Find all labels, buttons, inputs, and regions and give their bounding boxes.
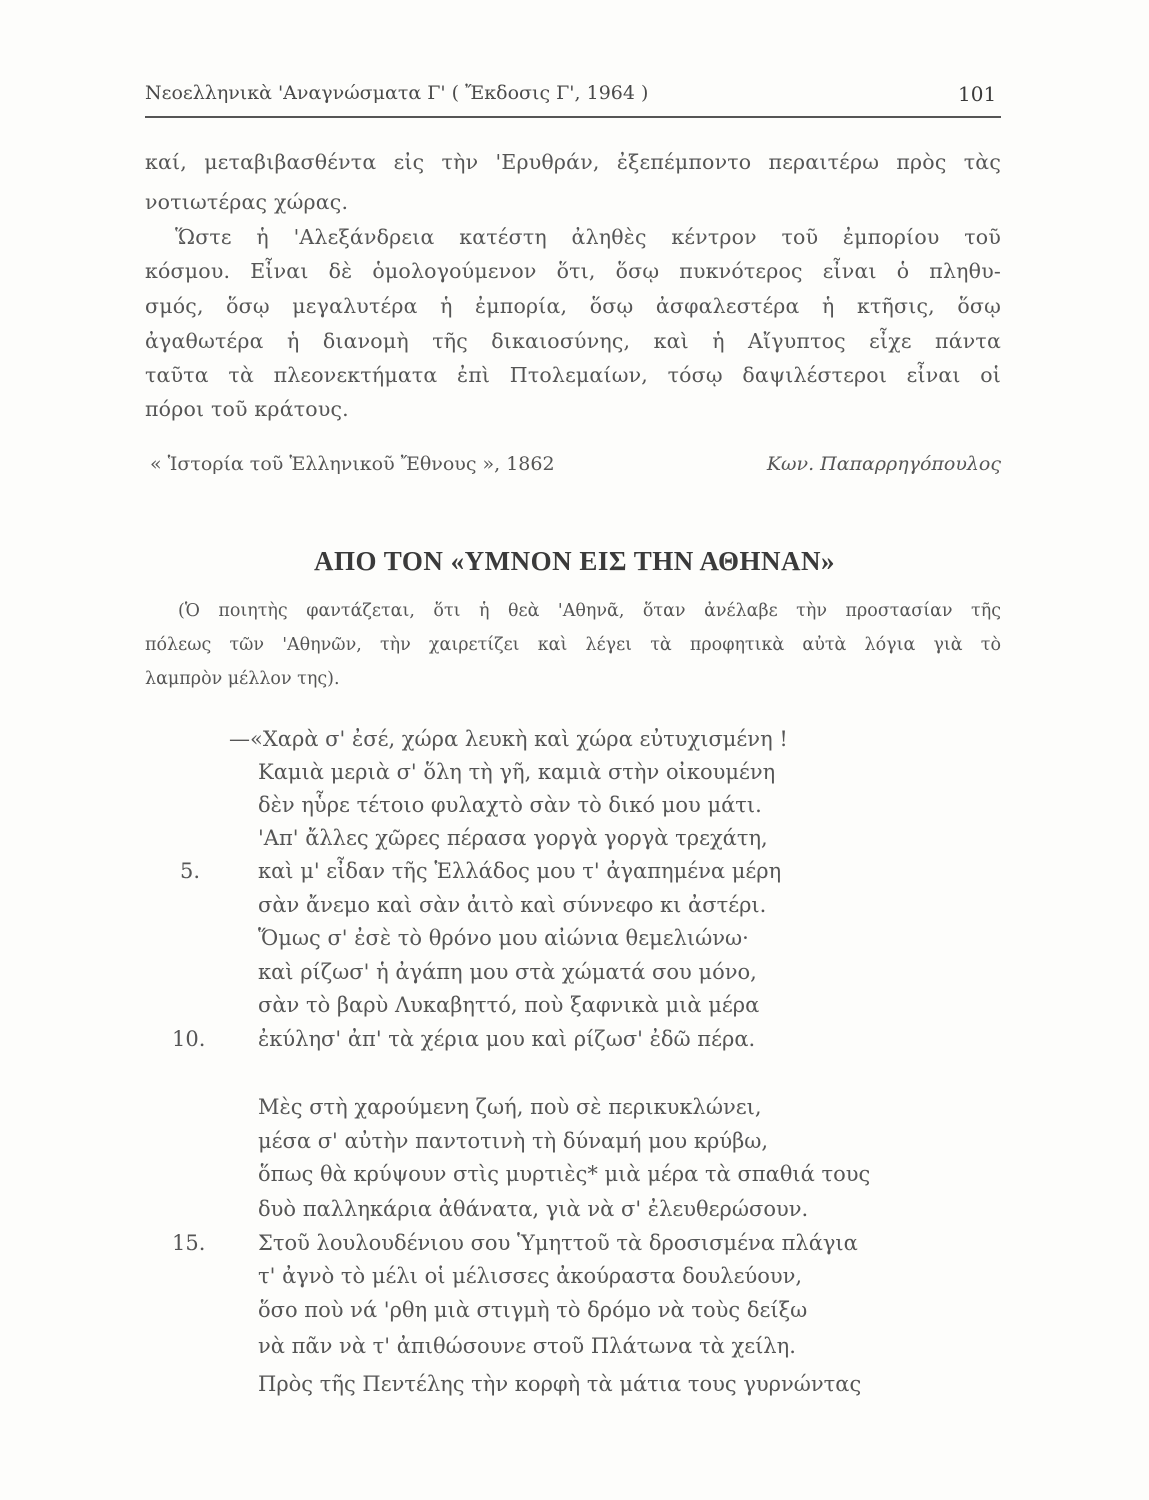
- verse-line: Καμιὰ μεριὰ σ' ὅλη τὴ γῆ, καμιὰ στὴν οἰκουμένη: [258, 760, 776, 784]
- prose-line: ταῦτα τὰ πλεονεκτήματα ἐπὶ Πτολεμαίων, τόσῳ δαψιλέστεροι εἶναι οἱ: [145, 363, 1001, 387]
- verse-line: καὶ ρίζωσ' ἡ ἀγάπη μου στὰ χώματά σου μόνο,: [258, 960, 757, 984]
- intro-line: πόλεως τῶν 'Αθηνῶν, τὴν χαιρετίζει καὶ λέγει τὰ προφητικὰ αὐτὰ λόγια γιὰ τὸ: [145, 635, 1001, 655]
- intro-line: λαμπρὸν μέλλον της).: [145, 669, 340, 689]
- prose-line: ἀγαθωτέρα ἡ διανομὴ τῆς δικαιοσύνης, καὶ ἡ Αἴγυπτος εἶχε πάντα: [145, 329, 1001, 353]
- line-number: 5.: [180, 859, 201, 883]
- verse-line: καὶ μ' εἶδαν τῆς Ἑλλάδος μου τ' ἀγαπημένα μέρη: [258, 859, 782, 883]
- verse-line: Μὲς στὴ χαρούμενη ζωή, ποὺ σὲ περικυκλώνει,: [258, 1095, 762, 1119]
- verse-line: σὰν ἄνεμο καὶ σὰν ἀιτὸ καὶ σύννεφο κι ἀστέρι.: [258, 893, 767, 917]
- prose-line: σμός, ὅσῳ μεγαλυτέρα ἡ ἐμπορία, ὅσῳ ἀσφαλεστέρα ἡ κτῆσις, ὅσῳ: [145, 294, 1001, 318]
- poem-title: ΑΠΟ ΤΟΝ «ΥΜΝΟΝ ΕΙΣ ΤΗΝ ΑΘΗΝΑΝ»: [314, 546, 835, 576]
- verse-line: Ὅμως σ' ἐσὲ τὸ θρόνο μου αἰώνια θεμελιώνω·: [258, 926, 749, 950]
- running-header: Νεοελληνικὰ 'Αναγνώσματα Γ' ( Ἔκδοσις Γ', 1964 ): [145, 82, 649, 104]
- page-number: 101: [958, 82, 997, 106]
- verse-line: —«Χαρὰ σ' ἐσέ, χώρα λευκὴ καὶ χώρα εὐτυχισμένη !: [229, 727, 788, 751]
- verse-line: δυὸ παλληκάρια ἀθάνατα, γιὰ νὰ σ' ἐλευθερώσουν.: [258, 1197, 809, 1221]
- prose-line: πόροι τοῦ κράτους.: [145, 397, 349, 421]
- line-number: 10.: [172, 1027, 206, 1051]
- prose-line: καί, μεταβιβασθέντα εἰς τὴν 'Ερυθράν, ἐξεπέμποντο περαιτέρω πρὸς τὰς: [145, 150, 1001, 174]
- source-citation: « Ἱστορία τοῦ Ἑλληνικοῦ Ἔθνους », 1862: [150, 453, 555, 475]
- verse-line: ὅπως θὰ κρύψουν στὶς μυρτιὲς* μιὰ μέρα τὰ σπαθιά τους: [258, 1162, 871, 1186]
- verse-line: 'Απ' ἄλλες χῶρες πέρασα γοργὰ γοργὰ τρεχάτη,: [258, 826, 768, 850]
- verse-line: νὰ πᾶν νὰ τ' ἀπιθώσουνε στοῦ Πλάτωνα τὰ χείλη.: [258, 1334, 796, 1358]
- verse-line: μέσα σ' αὐτὴν παντοτινὴ τὴ δύναμή μου κρύβω,: [258, 1129, 769, 1153]
- verse-line: Πρὸς τῆς Πεντέλης τὴν κορφὴ τὰ μάτια τους γυρνώντας: [258, 1372, 862, 1396]
- prose-line: νοτιωτέρας χώρας.: [145, 190, 349, 214]
- header-rule: [145, 116, 1001, 118]
- prose-line: κόσμου. Εἶναι δὲ ὁμολογούμενον ὅτι, ὅσῳ πυκνότερος εἶναι ὁ πληθυ-: [145, 259, 1001, 283]
- verse-line: Στοῦ λουλουδένιου σου Ὑμηττοῦ τὰ δροσισμένα πλάγια: [258, 1231, 858, 1255]
- verse-line: ἐκύλησ' ἀπ' τὰ χέρια μου καὶ ρίζωσ' ἐδῶ πέρα.: [258, 1027, 756, 1051]
- prose-line: Ὥστε ἡ 'Αλεξάνδρεια κατέστη ἀληθὲς κέντρον τοῦ ἐμπορίου τοῦ: [175, 225, 1001, 249]
- author-name: Κων. Παπαρρηγόπουλος: [766, 453, 1001, 475]
- intro-line: (Ὁ ποιητὴς φαντάζεται, ὅτι ἡ θεὰ 'Αθηνᾶ, ὅταν ἀνέλαβε τὴν προστασίαν τῆς: [178, 601, 1001, 621]
- verse-line: τ' ἀγνὸ τὸ μέλι οἱ μέλισσες ἀκούραστα δουλεύουν,: [258, 1264, 803, 1288]
- line-number: 15.: [172, 1231, 206, 1255]
- verse-line: δὲν ηὗρε τέτοιο φυλαχτὸ σὰν τὸ δικό μου μάτι.: [258, 793, 762, 817]
- verse-line: σὰν τὸ βαρὺ Λυκαβηττό, ποὺ ξαφνικὰ μιὰ μέρα: [258, 993, 760, 1017]
- verse-line: ὅσο ποὺ νά 'ρθη μιὰ στιγμὴ τὸ δρόμο νὰ τοὺς δείξω: [258, 1298, 808, 1322]
